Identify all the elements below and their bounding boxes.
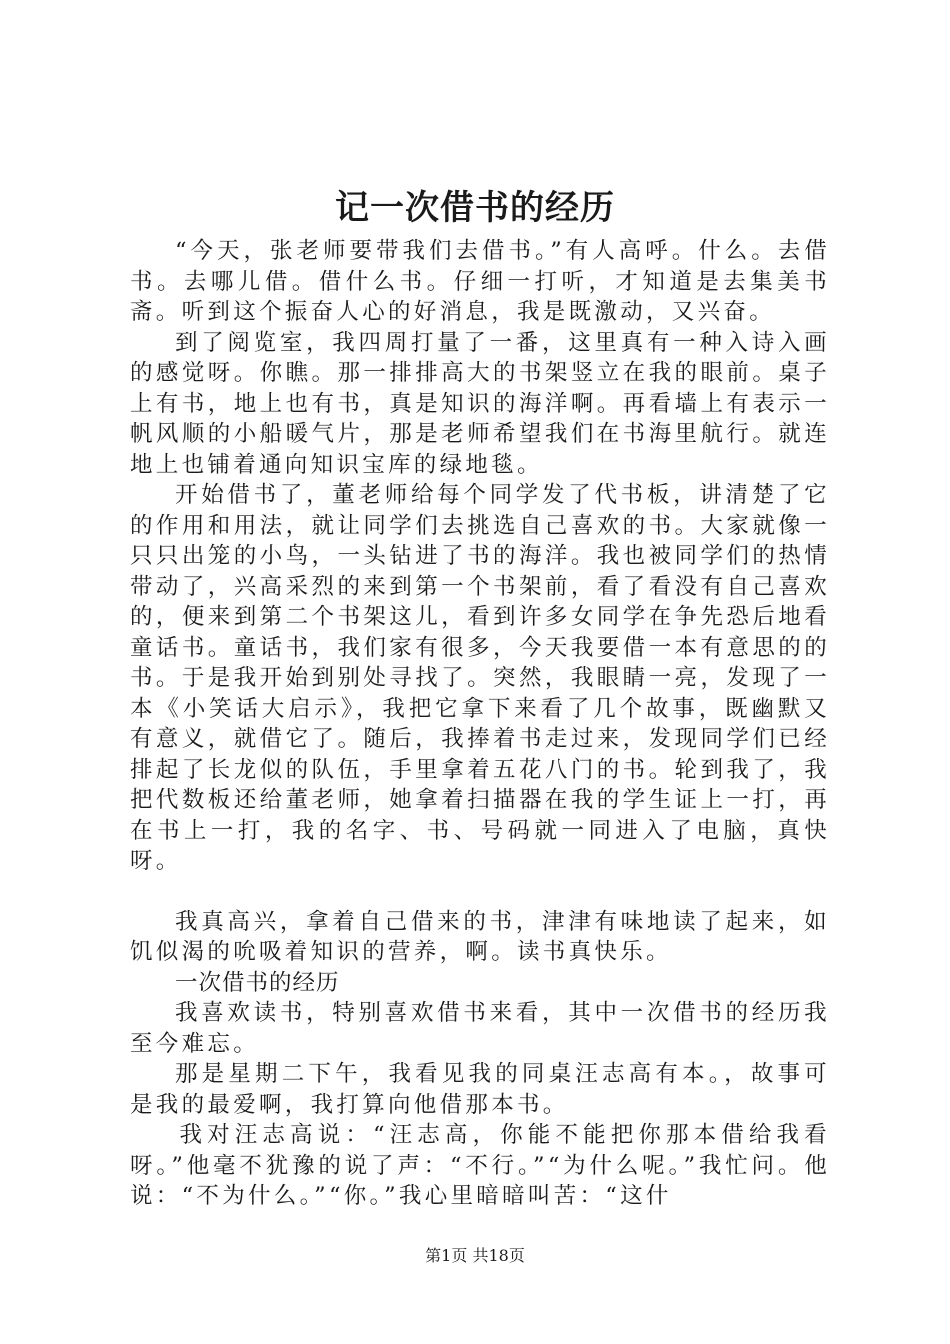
paragraph-7: 我对汪志高说：“汪志高，你能不能把你那本借给我看呀。”他毫不犹豫的说了声：“不行。”“为什么呢。”我忙问。他说：“不为什么。”“你。”我心里暗暗叫苦：“这什 xyxy=(130,1122,830,1209)
page-footer xyxy=(0,1246,950,1266)
page-number: 第1页 xyxy=(425,1246,468,1265)
paragraph-1: “今天，张老师要带我们去借书。”有人高呼。什么。去借书。去哪儿借。借什么书。仔细一打听，才知道是去集美书斋。听到这个振奋人心的好消息，我是既激动，又兴奋。 xyxy=(130,238,830,325)
paragraph-5: 我喜欢读书，特别喜欢借书来看，其中一次借书的经历我至今难忘。 xyxy=(130,1000,830,1057)
paragraph-4: 我真高兴，拿着自己借来的书，津津有味地读了起来，如饥似渴的吮吸着知识的营养，啊。读书真快乐。 xyxy=(130,908,830,965)
document-title: 记一次借书的经历 xyxy=(335,188,615,228)
document-body xyxy=(130,236,830,1212)
paragraph-6: 那是星期二下午，我看见我的同桌汪志高有本。，故事可是我的最爱啊，我打算向他借那本书。 xyxy=(130,1061,830,1118)
paragraph-2: 到了阅览室，我四周打量了一番，这里真有一种入诗入画的感觉呀。你瞧。那一排排高大的书架竖立在我的眼前。桌子上有书，地上也有书，真是知识的海洋啊。再看墙上有表示一帆风顺的小船暖气片，那是老师希望我们在书海里航行。就连地上也铺着通向知识宝库的绿地毯。 xyxy=(130,329,830,478)
paragraph-3: 开始借书了，董老师给每个同学发了代书板，讲清楚了它的作用和用法，就让同学们去挑选自己喜欢的书。大家就像一只只出笼的小鸟，一头钻进了书的海洋。我也被同学们的热情带动了，兴高采烈的来到第一个书架前，看了看没有自己喜欢的，便来到第二个书架这儿，看到许多女同学在争先恐后地看童话书。童话书，我们家有很多，今天我要借一本有意思的的书。于是我开始到别处寻找了。突然，我眼睛一亮，发现了一本《小笑话大启示》，我把它拿下来看了几个故事，既幽默又有意义，就借它了。随后，我捧着书走过来，发现同学们已经排起了长龙似的队伍，手里拿着五花八门的书。轮到我了，我把代数板还给董老师，她拿着扫描器在我的学生证上一打，再在书上一打，我的名字、书、号码就一同进入了电脑，真快呀。 xyxy=(130,482,830,874)
page-total: 共18页 xyxy=(472,1246,525,1265)
section-subheading: 一次借书的经历 xyxy=(175,969,340,996)
